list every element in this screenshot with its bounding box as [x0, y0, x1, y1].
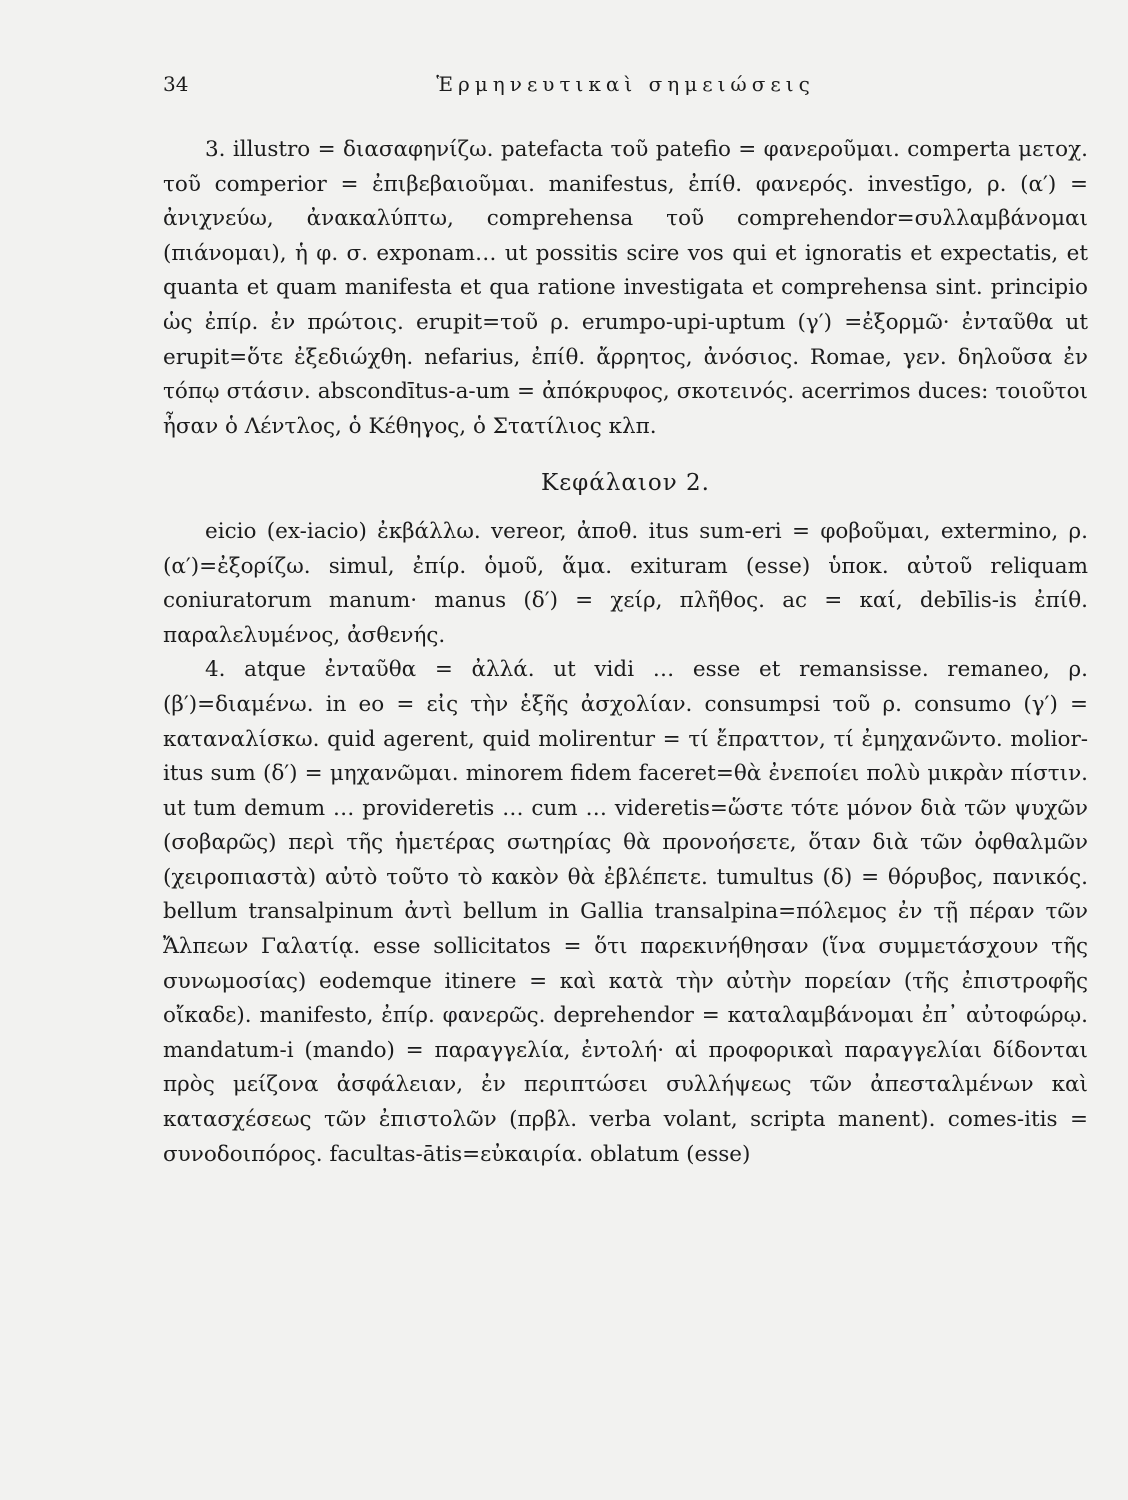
- body-text: [163, 133, 1088, 1172]
- paragraph-note-3: 3. illustro = διασαφηνίζω. patefacta τοῦ patefio = φανεροῦμαι. comperta μετοχ. τοῦ comperior = ἐπιβεβαιοῦμαι. manifestus, ἐπίθ. φανερός. investīgo, ρ. (α′) = ἀνιχνεύω, ἀνακαλύπτω, comprehensa τοῦ comprehendor=συλλαμβάνομαι (πιάνομαι), ἡ φ. σ. exponam… ut possitis scire vos qui et ignoratis et expectatis, et quanta et quam manifesta et qua ratione investigata et comprehensa sint. principio ὡς ἐπίρ. ἐν πρώτοις. erupit=τοῦ ρ. erumpo-upi-uptum (γ′) =ἐξορμῶ· ἐνταῦθα ut erupit=ὅτε ἐξεδιώχθη. nefarius, ἐπίθ. ἄρρητος, ἀνόσιος. Romae, γεν. δηλοῦσα ἐν τόπῳ στάσιν. abscondītus-a-um = ἀπόκρυφος, σκοτεινός. acerrimos duces: τοιοῦτοι ἦσαν ὁ Λέντλος, ὁ Κέθηγος, ὁ Στατίλιος κλπ.: [163, 137, 1088, 439]
- page-number: 34: [163, 72, 189, 96]
- running-title: Ἑρμηνευτικαὶ σημειώσεις: [436, 72, 815, 96]
- paragraph-chapter-2: eicio (ex-iacio) ἐκβάλλω. vereor, ἀποθ. itus sum-eri = φοβοῦμαι, extermino, ρ. (α′)=ἐξορίζω. simul, ἐπίρ. ὁμοῦ, ἅμα. exituram (esse) ὑποκ. αὐτοῦ reliquam coniuratorum manum· manus (δ′) = χείρ, πλῆθος. ac = καί, debīlis-is ἐπίθ. παραλελυμένος, ἀσθενής.: [163, 518, 1088, 648]
- chapter-heading: Κεφάλαιον 2.: [541, 470, 710, 497]
- paragraph-note-4: 4. atque ἐνταῦθα = ἀλλά. ut vidi … esse et remansisse. remaneo, ρ. (β′)=διαμένω. in eo = εἰς τὴν ἑξῆς ἀσχολίαν. consumpsi τοῦ ρ. consumo (γ′) = καταναλίσκω. quid agerent, quid molirentur = τί ἔπραττον, τί ἐμηχανῶντο. molior-itus sum (δ′) = μηχανῶμαι. minorem fidem faceret=θὰ ἐνεποίει πολὺ μικρὰν πίστιν. ut tum demum … provideretis … cum … videretis=ὥστε τότε μόνον διὰ τῶν ψυχῶν (σοβαρῶς) περὶ τῆς ἡμετέρας σωτηρίας θὰ προνοήσετε, ὅταν διὰ τῶν ὀφθαλμῶν (χειροπιαστὰ) αὐτὸ τοῦτο τὸ κακὸν θὰ ἐβλέπετε. tumultus (δ) = θόρυβος, πανικός. bellum transalpinum ἀντὶ bellum in Gallia transalpina=πόλεμος ἐν τῇ πέραν τῶν Ἄλπεων Γαλατίᾳ. esse sollicitatos = ὅτι παρεκινήθησαν (ἵνα συμμετάσχουν τῆς συνωμοσίας) eodemque itinere = καὶ κατὰ τὴν αὐτὴν πορείαν (τῆς ἐπιστροφῆς οἴκαδε). manifesto, ἐπίρ. φανερῶς. deprehendor = καταλαμβάνομαι ἐπ᾽ αὐτοφώρῳ. mandatum-i (mando) = παραγγελία, ἐντολή· αἱ προφορικαὶ παραγγελίαι δίδονται πρὸς μείζονα ἀσφάλειαν, ἐν περιπτώσει συλλήψεως τῶν ἀπεσταλμένων καὶ κατασχέσεως τῶν ἐπιστολῶν (πρβλ. verba volant, scripta manent). comes-itis = συνοδοιπόρος. facultas-ātis=εὐκαιρία. oblatum (esse): [163, 657, 1088, 1167]
- running-head: [163, 72, 1088, 102]
